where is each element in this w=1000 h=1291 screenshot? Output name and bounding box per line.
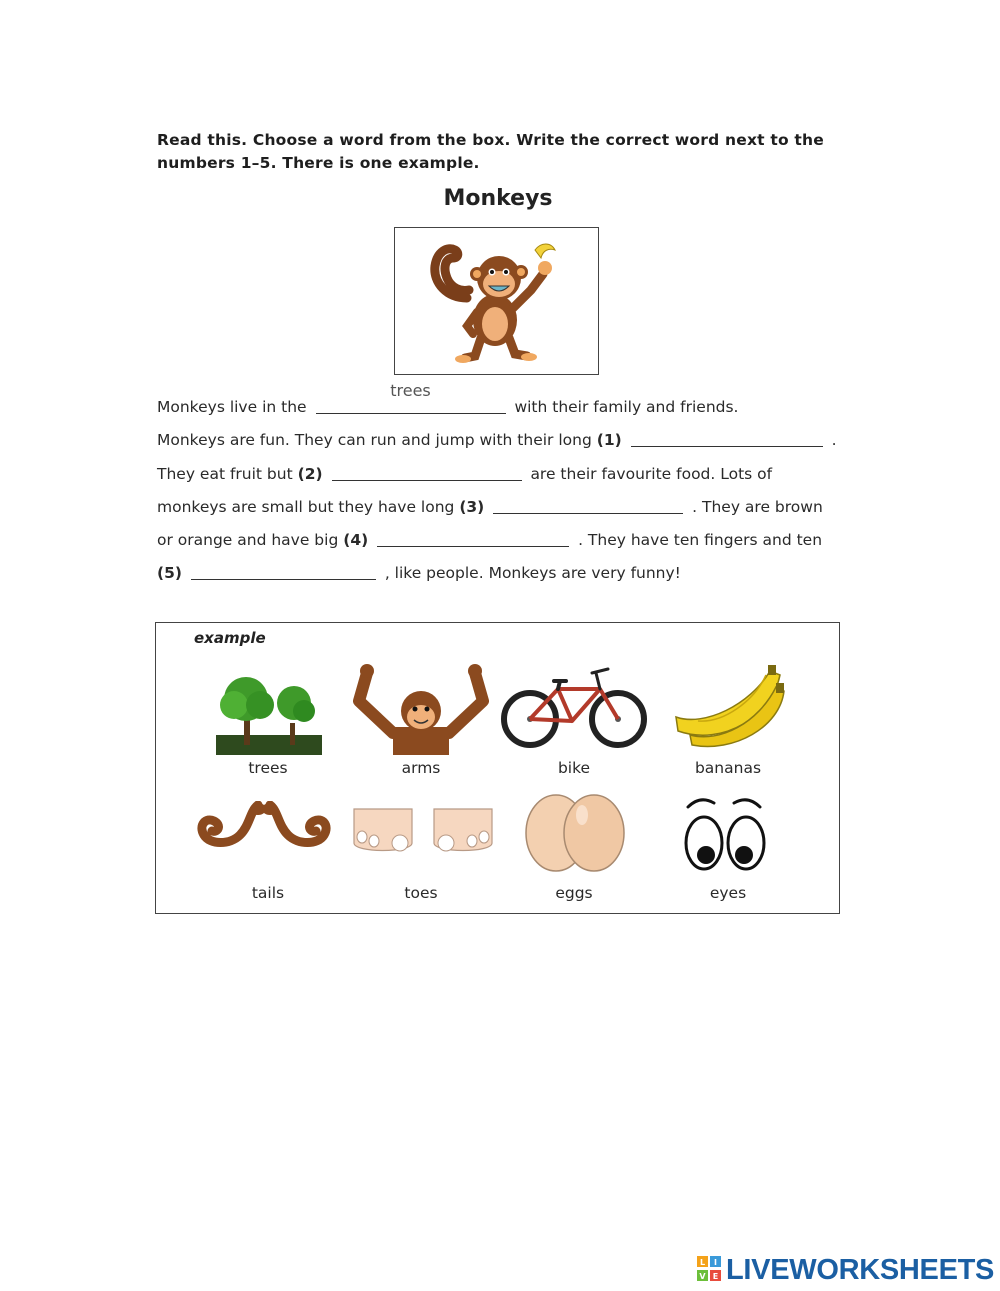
trees-icon [216,665,322,755]
passage-line-1 [157,381,847,424]
question-number-5: (5) [157,564,182,583]
answer-blank-4[interactable] [377,528,569,547]
monkey-picture [394,227,599,375]
word-label: bananas [694,759,762,777]
arms-icon [353,663,489,755]
liveworksheets-logo-icon [697,1256,723,1284]
word-label: toes [404,884,438,902]
eyes-icon [682,793,768,873]
question-number-4: (4) [343,531,369,550]
passage-line-4 [157,491,847,524]
answer-blank-1[interactable] [631,428,823,447]
question-number-1: (1) [596,431,622,450]
word-label: trees [248,759,288,777]
passage-text: or orange and have big [157,531,339,550]
passage-text: , like people. Monkeys are very funny! [384,564,681,583]
passage-text: . [831,431,837,450]
passage-line-5 [157,524,847,557]
logo-letter: E [712,1272,719,1281]
logo-letter: L [699,1258,706,1267]
toes-icon [350,803,496,859]
eggs-icon [522,789,628,875]
page-title: Monkeys [443,186,553,211]
tails-icon [192,801,336,867]
question-number-3: (3) [459,497,485,516]
passage-text: are their favourite food. Lots of [530,464,773,483]
passage-text: monkeys are small but they have long [157,497,455,516]
bike-icon [500,659,648,751]
example-answer: trees [390,381,431,400]
word-label: arms [401,759,441,777]
word-label: tails [251,884,285,902]
answer-blank-5[interactable] [191,561,376,580]
passage-text: . They are brown [692,497,823,516]
brand-name: LIVEWORKSHEETS [726,1253,995,1286]
passage-text: Monkeys live in the [157,398,307,416]
example-label: example [194,629,266,647]
monkey-illustration [395,228,597,373]
bananas-icon [668,661,788,753]
logo-letter: I [714,1258,717,1267]
word-box [155,622,840,914]
passage-line-2 [157,424,847,457]
passage [157,381,847,591]
answer-blank-2[interactable] [332,462,522,481]
logo-letter: V [699,1272,706,1281]
example-answer-blank [316,381,506,414]
word-label: bike [557,759,591,777]
passage-text: . They have ten fingers and ten [578,531,823,550]
passage-line-6 [157,557,847,590]
liveworksheets-brand [697,1253,994,1287]
passage-text: Monkeys are fun. They can run and jump with their long [157,431,592,450]
question-number-2: (2) [297,464,323,483]
instructions-line-1: Read this. Choose a word from the box. Write the correct word next to the [157,131,824,149]
passage-line-3 [157,458,847,491]
word-label: eyes [709,884,747,902]
passage-text: with their family and friends. [514,398,739,416]
answer-blank-3[interactable] [493,495,683,514]
word-label: eggs [555,884,593,902]
instructions-line-2: numbers 1–5. There is one example. [157,154,480,172]
instructions [157,129,847,175]
passage-text: They eat fruit but [157,464,293,483]
